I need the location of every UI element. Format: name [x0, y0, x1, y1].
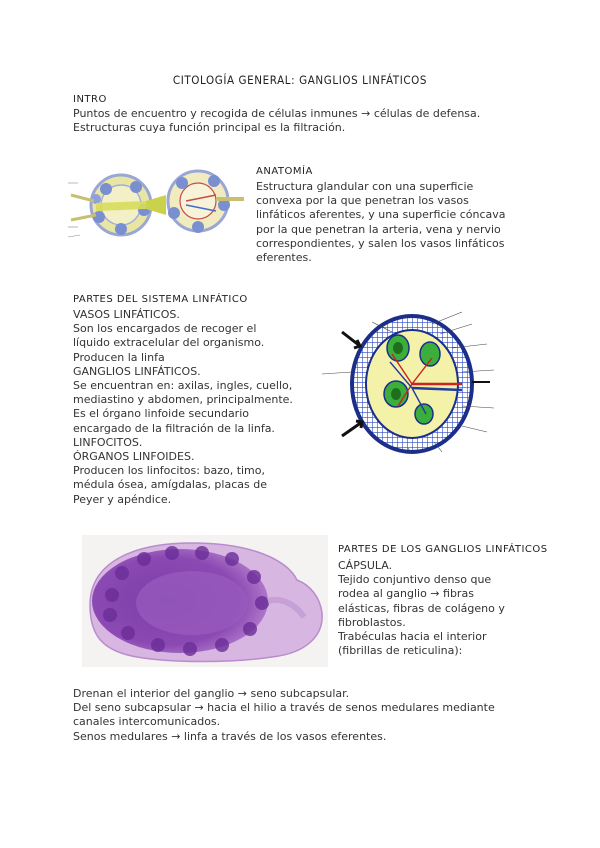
anatomia-heading: ANATOMÍA	[256, 166, 313, 177]
drenaje-line: Senos medulares → linfa a través de los vasos eferentes.	[73, 729, 387, 743]
intro-line: Estructuras cuya función principal es la filtración.	[73, 121, 346, 135]
lymph-node-drawing-left	[68, 175, 166, 237]
intro-heading: INTRO	[73, 94, 107, 105]
partes-sistema-heading: PARTES DEL SISTEMA LINFÁTICO	[73, 294, 248, 305]
partes-sistema-line: líquido extracelular del organismo.	[73, 336, 265, 350]
anatomia-line: Estructura glandular con una superficie	[256, 180, 474, 193]
partes-sistema-line: mediastino y abdomen, principalmente.	[73, 393, 293, 407]
lymph-node-drawing-right	[168, 171, 244, 233]
subheading-ganglios-linfaticos: GANGLIOS LINFÁTICOS.	[73, 364, 201, 378]
partes-sistema-text	[73, 308, 293, 507]
drenaje-line: canales intercomunicados.	[73, 715, 221, 729]
partes-ganglios-line: (fibrillas de reticulina):	[338, 644, 463, 658]
partes-sistema-line: Es el órgano linfoide secundario	[73, 407, 249, 421]
partes-ganglios-line: rodea al ganglio → fibras	[338, 587, 474, 601]
subheading-capsula: CÁPSULA.	[338, 559, 393, 572]
lymph-node-cross-section-diagram	[312, 302, 544, 466]
partes-sistema-line: Producen los linfocitos: bazo, timo,	[73, 464, 266, 478]
partes-ganglios-line: elásticas, fibras de colágeno y	[338, 601, 505, 615]
anatomia-text	[256, 180, 506, 265]
subheading-organos-linfoides: ÓRGANOS LINFOIDES.	[73, 450, 195, 464]
subheading-linfocitos: LINFOCITOS.	[73, 435, 143, 449]
page-title: CITOLOGÍA GENERAL: GANGLIOS LINFÁTICOS	[172, 73, 428, 87]
partes-ganglios-line: Trabéculas hacia el interior	[338, 630, 487, 644]
lymph-node-histology-micrograph	[82, 535, 328, 667]
partes-sistema-line: Se encuentran en: axilas, ingles, cuello,	[73, 379, 293, 393]
anatomia-line: correspondientes, y salen los vasos linfáticos	[256, 236, 505, 250]
partes-sistema-line: Producen la linfa	[73, 350, 165, 364]
partes-sistema-line: encargado de la filtración de la linfa.	[73, 421, 275, 435]
subheading-vasos-linfaticos: VASOS LINFÁTICOS.	[73, 308, 180, 321]
partes-sistema-line: médula ósea, amígdalas, placas de	[73, 478, 267, 492]
lymph-node-anatomy-illustration	[66, 165, 246, 247]
partes-ganglios-text	[338, 559, 505, 658]
drenaje-line: Drenan el interior del ganglio → seno subcapsular.	[73, 687, 350, 700]
intro-line: Puntos de encuentro y recogida de células inmunes → células de defensa.	[73, 107, 481, 120]
partes-ganglios-heading: PARTES DE LOS GANGLIOS LINFÁTICOS	[338, 544, 548, 555]
anatomia-line: eferentes.	[256, 251, 312, 265]
anatomia-line: por la que penetran la arteria, vena y nervio	[256, 222, 501, 236]
partes-ganglios-line: fibroblastos.	[338, 615, 406, 629]
partes-sistema-line: Peyer y apéndice.	[73, 492, 172, 506]
anatomia-line: convexa por la que penetran los vasos	[256, 194, 469, 208]
partes-ganglios-line: Tejido conjuntivo denso que	[338, 573, 492, 587]
intro-text	[73, 107, 480, 135]
drenaje-text	[73, 687, 495, 744]
drenaje-line: Del seno subcapsular → hacia el hilio a través de senos medulares mediante	[73, 701, 495, 715]
anatomia-line: linfáticos aferentes, y una superficie cóncava	[256, 208, 506, 222]
partes-sistema-line: Son los encargados de recoger el	[73, 322, 257, 336]
